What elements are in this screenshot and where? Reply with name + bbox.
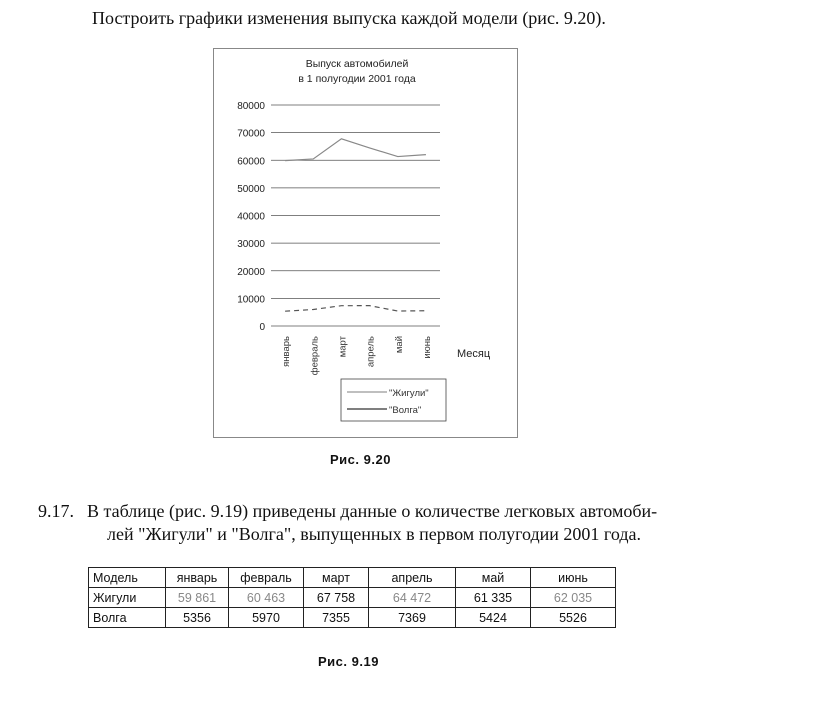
table-cell: 5424: [456, 608, 531, 628]
table-cell: 67 758: [304, 588, 369, 608]
table-header-cell: март: [304, 568, 369, 588]
table-header-cell: февраль: [229, 568, 304, 588]
table-header-cell: апрель: [369, 568, 456, 588]
y-tick-label: 50000: [237, 183, 265, 195]
table-cell: 5356: [166, 608, 229, 628]
table-row: [89, 588, 616, 608]
y-tick-label: 60000: [237, 156, 265, 168]
table-cell: 62 035: [531, 588, 616, 608]
legend-label: "Жигули": [389, 388, 429, 399]
y-tick-label: 70000: [237, 128, 265, 140]
task-text-line-2: лей "Жигули" и "Волга", выпущенных в первом полугодии 2001 года.: [107, 524, 641, 544]
y-tick-label: 40000: [237, 211, 265, 223]
series-line: [285, 306, 426, 312]
table-header-cell: июнь: [531, 568, 616, 588]
table-cell: 61 335: [456, 588, 531, 608]
y-tick-label: 20000: [237, 266, 265, 278]
table-cell: 60 463: [229, 588, 304, 608]
task-text-line-1: В таблице (рис. 9.19) приведены данные о количестве легковых автомоби-: [87, 501, 658, 521]
table-cell: 7369: [369, 608, 456, 628]
table-header-cell: Модель: [89, 568, 166, 588]
x-tick-label: апрель: [365, 336, 377, 368]
chart-title: Выпуск автомобилей: [305, 58, 409, 70]
table-cell: 59 861: [166, 588, 229, 608]
intro-text: Построить графики изменения выпуска каждой модели (рис. 9.20).: [92, 8, 606, 28]
y-tick-label: 30000: [237, 239, 265, 251]
chart-subtitle: в 1 полугодии 2001 года: [298, 73, 416, 85]
x-tick-label: июнь: [421, 336, 433, 359]
table-caption: Рис. 9.19: [318, 654, 379, 669]
table-row: [89, 608, 616, 628]
x-axis-label: Месяц: [457, 348, 491, 360]
table-cell: 5526: [531, 608, 616, 628]
task-number: 9.17.: [38, 501, 74, 521]
table-cell: Волга: [89, 608, 166, 628]
table-header-cell: май: [456, 568, 531, 588]
table-header-row: [89, 568, 616, 588]
x-tick-label: январь: [281, 336, 293, 367]
chart-frame: [213, 48, 518, 438]
line-chart: [214, 49, 517, 437]
table-cell: 5970: [229, 608, 304, 628]
figure-caption: Рис. 9.20: [330, 452, 391, 467]
table-header-cell: январь: [166, 568, 229, 588]
y-tick-label: 0: [259, 322, 265, 333]
table-cell: 7355: [304, 608, 369, 628]
table-cell: 64 472: [369, 588, 456, 608]
legend-label: "Волга": [389, 405, 422, 416]
series-line: [285, 139, 426, 161]
x-tick-label: май: [393, 336, 405, 354]
data-table: [88, 567, 616, 628]
x-tick-label: март: [337, 336, 349, 358]
y-tick-label: 80000: [237, 101, 265, 112]
y-tick-label: 10000: [237, 294, 265, 306]
x-tick-label: февраль: [309, 336, 321, 376]
table-cell: Жигули: [89, 588, 166, 608]
